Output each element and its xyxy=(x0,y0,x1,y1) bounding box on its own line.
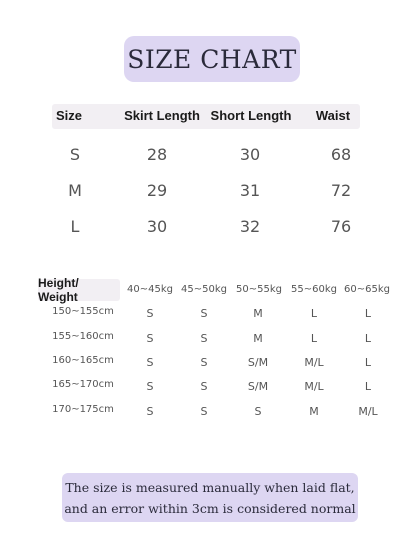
cell-waist: 76 xyxy=(330,217,352,236)
header-short-length: Short Length xyxy=(210,108,292,123)
height-label: 170~175cm xyxy=(52,404,114,415)
weight-header: 40~45kg xyxy=(127,284,173,295)
size-cell: S xyxy=(200,332,208,345)
size-cell: S xyxy=(146,380,154,393)
size-cell: S xyxy=(146,356,154,369)
note-line-2: and an error within 3cm is considered normal xyxy=(64,500,356,516)
height-weight-label: Height/ Weight xyxy=(38,276,79,304)
size-cell: L xyxy=(310,332,318,345)
header-size: Size xyxy=(55,108,83,123)
size-cell: S/M xyxy=(247,356,269,369)
size-cell: M xyxy=(253,307,263,320)
note-line-1: The size is measured manually when laid flat, xyxy=(65,479,355,495)
size-cell: M/L xyxy=(304,380,324,393)
size-cell: S xyxy=(146,307,154,320)
size-cell: L xyxy=(364,307,372,320)
height-label: 155~160cm xyxy=(52,331,114,342)
title-banner xyxy=(124,36,300,82)
cell-skirt-length: 29 xyxy=(146,181,168,200)
size-cell: M/L xyxy=(358,405,378,418)
page-title: SIZE CHART xyxy=(127,44,297,74)
size-cell: L xyxy=(364,332,372,345)
cell-size: M xyxy=(68,181,82,200)
cell-short-length: 31 xyxy=(239,181,261,200)
size-cell: S xyxy=(146,405,154,418)
weight-header: 50~55kg xyxy=(236,284,282,295)
measurement-table-header xyxy=(52,104,360,129)
size-cell: M xyxy=(253,332,263,345)
weight-header: 60~65kg xyxy=(344,284,390,295)
size-cell: S xyxy=(146,332,154,345)
header-skirt-length: Skirt Length xyxy=(124,108,200,123)
size-cell: S xyxy=(200,307,208,320)
size-cell: S xyxy=(200,380,208,393)
cell-waist: 72 xyxy=(330,181,352,200)
header-waist: Waist xyxy=(315,108,351,123)
size-cell: L xyxy=(364,356,372,369)
size-cell: S xyxy=(200,356,208,369)
cell-skirt-length: 30 xyxy=(146,217,168,236)
size-cell: M xyxy=(309,405,319,418)
size-cell: S xyxy=(254,405,262,418)
weight-header: 55~60kg xyxy=(291,284,337,295)
size-cell: L xyxy=(310,307,318,320)
cell-short-length: 30 xyxy=(239,145,261,164)
cell-waist: 68 xyxy=(330,145,352,164)
measurement-note xyxy=(62,473,358,522)
cell-size: L xyxy=(70,217,80,236)
height-label: 165~170cm xyxy=(52,379,114,390)
cell-size: S xyxy=(69,145,81,164)
cell-short-length: 32 xyxy=(239,217,261,236)
size-cell: S xyxy=(200,405,208,418)
size-cell: M/L xyxy=(304,356,324,369)
weight-header: 45~50kg xyxy=(181,284,227,295)
height-label: 150~155cm xyxy=(52,306,114,317)
size-cell: S/M xyxy=(247,380,269,393)
size-cell: L xyxy=(364,380,372,393)
height-label: 160~165cm xyxy=(52,355,114,366)
cell-skirt-length: 28 xyxy=(146,145,168,164)
height-weight-header xyxy=(38,276,120,304)
